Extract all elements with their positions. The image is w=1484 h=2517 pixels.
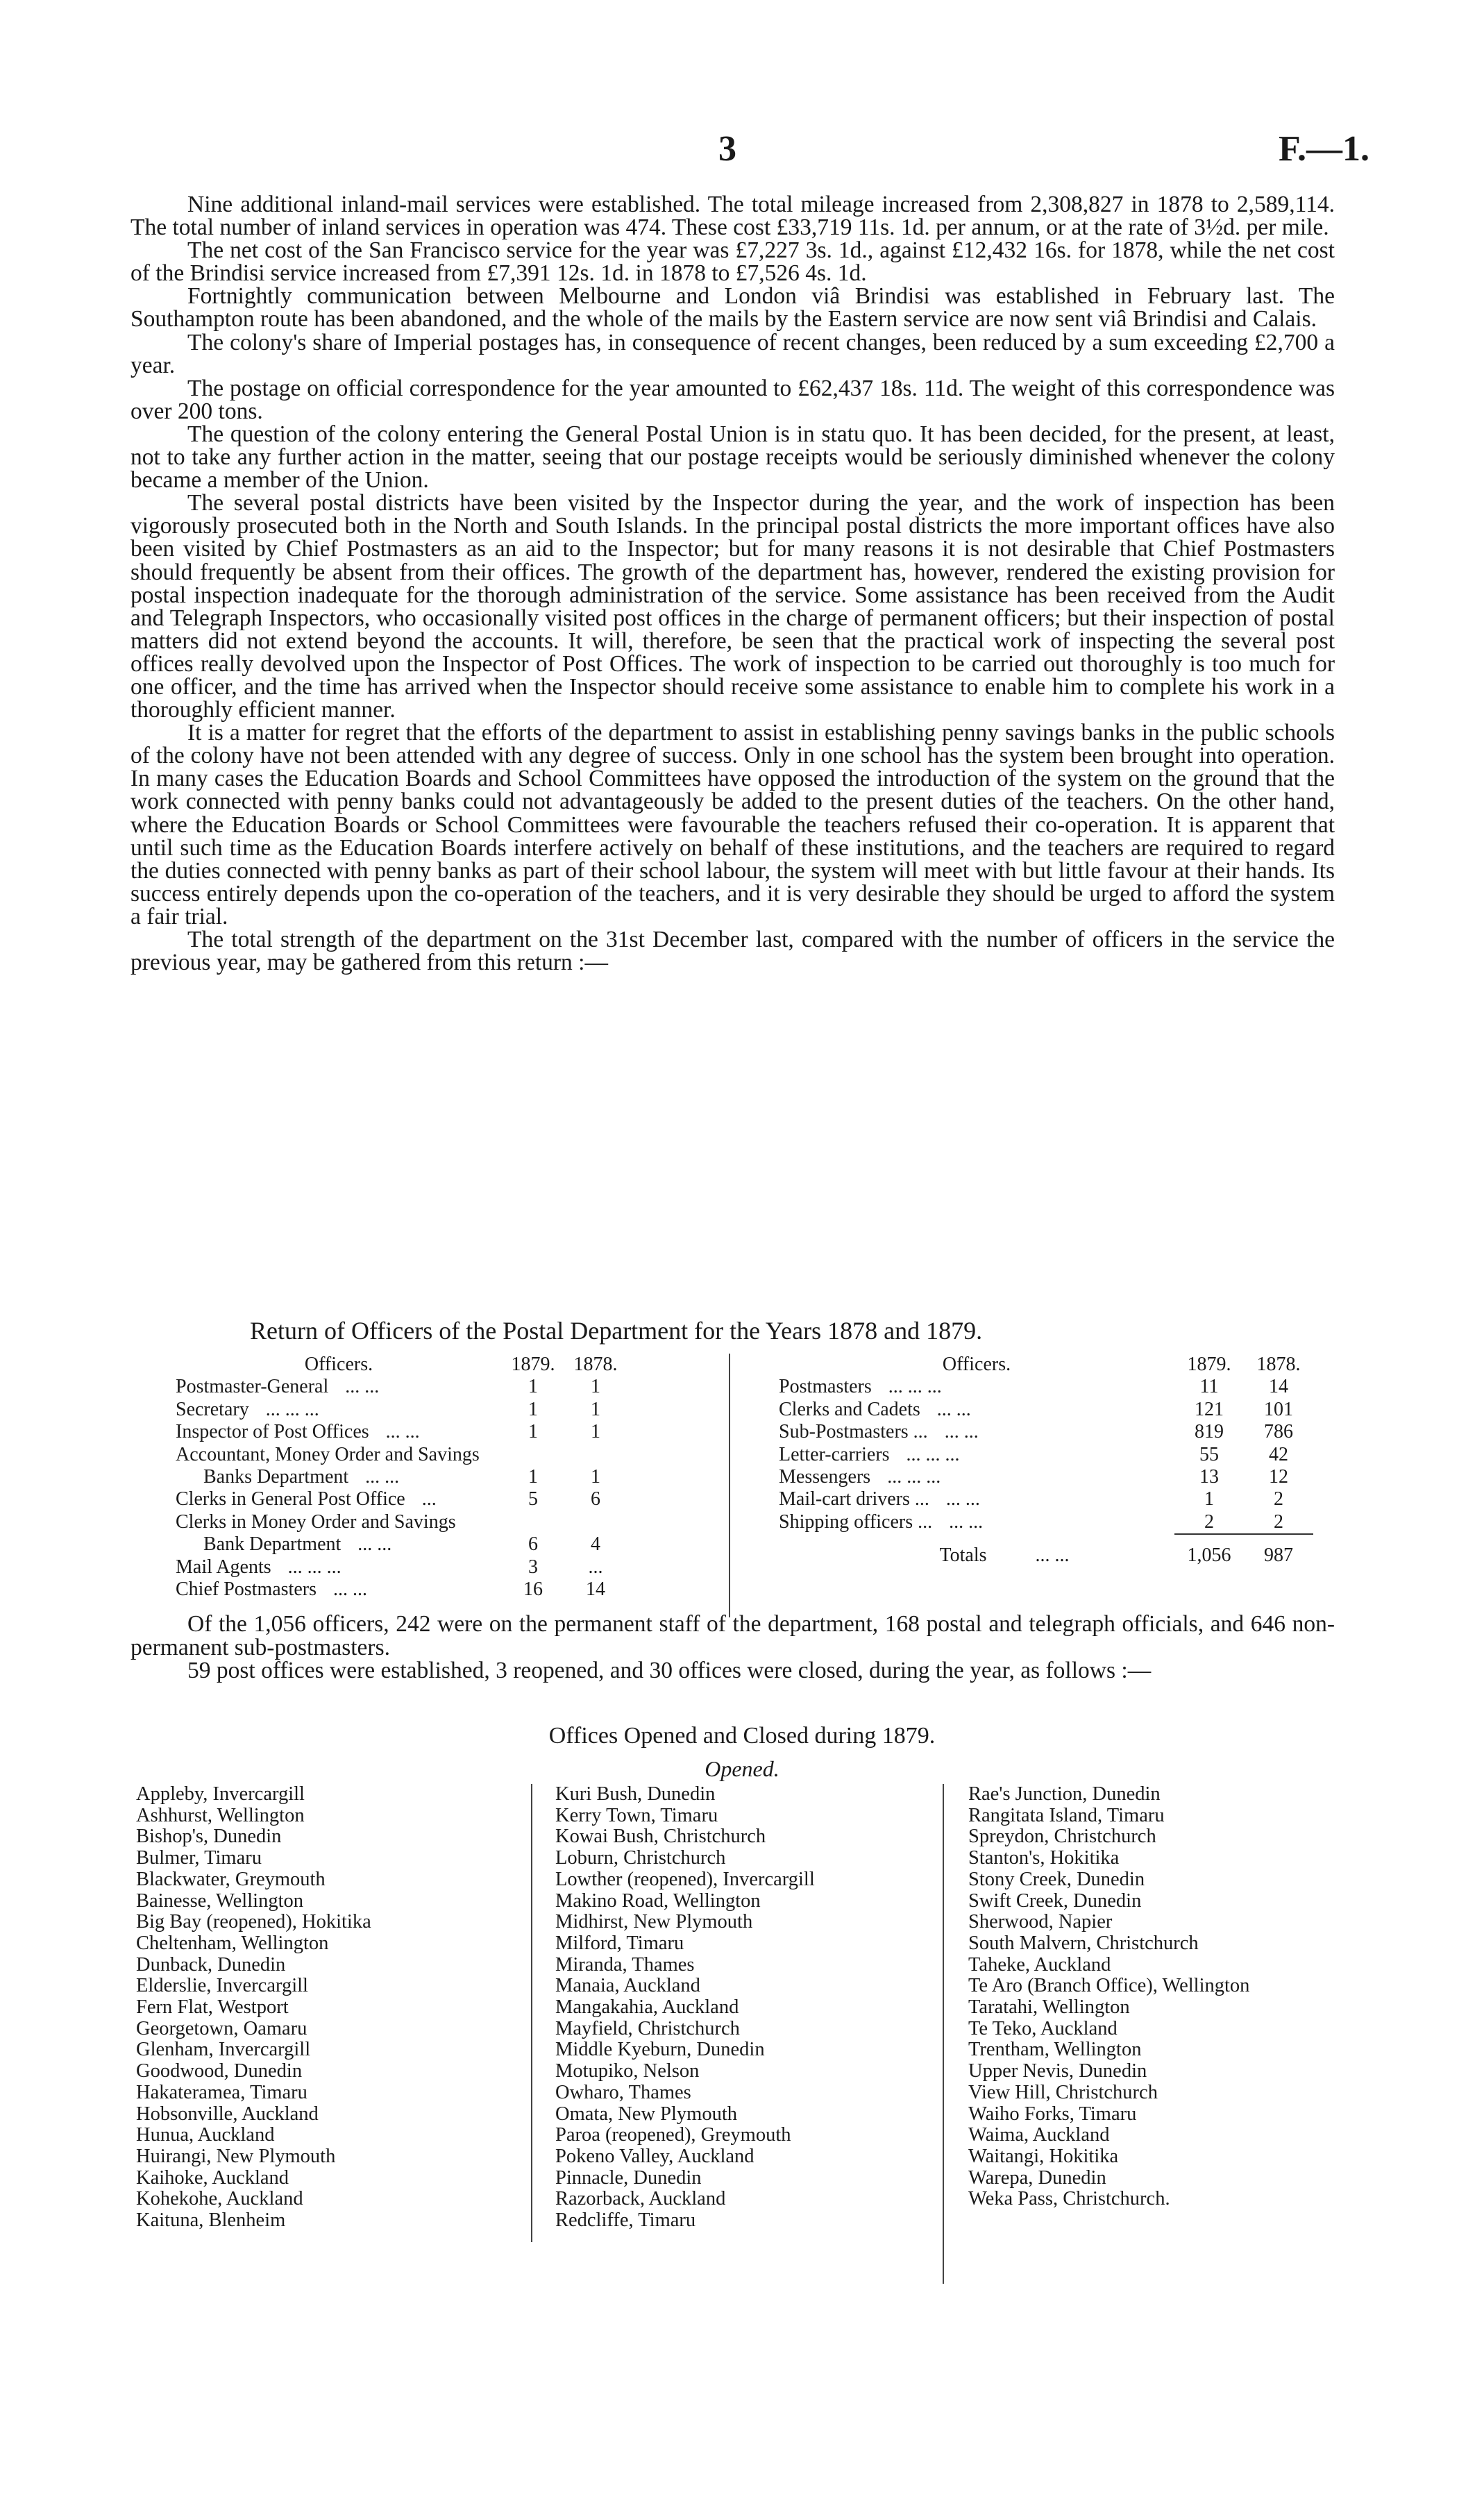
officer-label: Letter-carriers [779, 1443, 890, 1465]
value-1878: 1 [591, 1465, 600, 1488]
office-list-item: Miranda, Thames [555, 1953, 695, 1976]
office-list-item: Razorback, Auckland [555, 2188, 726, 2210]
paragraph-brindisi: Fortnightly communication between Melbourne and London viâ Brindisi was established in February last. The Southampton route has been abandoned, and the whole of the mails by the Eastern service are now sent viâ Brindisi and Calais. [130, 283, 1335, 332]
row-label-cell [779, 1444, 1174, 1466]
column-divider-2 [943, 1784, 944, 2284]
paragraph-officer-breakdown: Of the 1,056 officers, 242 were on the permanent staff of the department, 168 postal and telegraph officials, and 646 non-permanent sub-postmasters. [130, 1611, 1335, 1660]
officer-label: Postmasters [779, 1376, 872, 1398]
officer-label: Sub-Postmasters ... [779, 1421, 928, 1443]
page-number: 3 [718, 129, 736, 169]
value-1878: 1 [591, 1398, 600, 1420]
office-list-item: Te Teko, Auckland [968, 2017, 1118, 2039]
table-row [176, 1533, 627, 1556]
row-label-cell [176, 1444, 502, 1466]
paragraph-san-francisco: The net cost of the San Francisco service for the year was £7,227 3s. 1d., against £12,432 16s. for 1878, while the net cost of the Brindisi service increased from £7,391 12s. 1d. in 1878 to £7,526 4s. 1d. [130, 237, 1335, 287]
table-row [779, 1399, 1313, 1421]
value-1879: 1 [528, 1465, 538, 1488]
office-list-item: Appleby, Invercargill [136, 1783, 305, 1805]
row-label-cell [176, 1421, 502, 1443]
office-list-item: Hakateramea, Timaru [136, 2081, 307, 2103]
office-list-item: Motupiko, Nelson [555, 2060, 700, 2082]
office-list-item: Sherwood, Napier [968, 1911, 1113, 1933]
officer-label: Secretary [176, 1398, 249, 1420]
office-list-item: Kaituna, Blenheim [136, 2209, 286, 2232]
value-1879 [502, 1511, 564, 1533]
leader-dots: ... ... ... [888, 1376, 942, 1398]
row-label-cell [779, 1399, 1174, 1421]
paragraph-inland-mail: Nine additional inland-mail services were established. The total mileage increased from 2,308,827 in 1878 to 2,589,114. The total number of inland services in operation was 474. These cost £33,719 11s. 1d. per annum, or at the rate of 3½d. per mile. [130, 192, 1335, 241]
return-table-right [779, 1354, 1348, 1567]
row-label-cell [779, 1376, 1174, 1398]
office-list-item: Ashhurst, Wellington [136, 1804, 305, 1826]
office-list-item: Stony Creek, Dunedin [968, 1868, 1145, 1890]
table-row [779, 1488, 1313, 1510]
leader-dots: ... [421, 1488, 437, 1510]
office-list-item: Paroa (reopened), Greymouth [555, 2124, 791, 2146]
row-label-cell [779, 1488, 1174, 1510]
table-row [779, 1466, 1313, 1488]
header-1879-right: 1879. [1187, 1354, 1231, 1375]
office-list-item: Loburn, Christchurch [555, 1847, 726, 1869]
table-row [779, 1511, 1313, 1534]
office-list-item: Kerry Town, Timaru [555, 1804, 718, 1826]
office-list-item: Kaihoke, Auckland [136, 2166, 289, 2189]
office-list-item: Milford, Timaru [555, 1932, 684, 1954]
officer-label: Clerks in General Post Office [176, 1488, 405, 1510]
office-list-item: Lowther (reopened), Invercargill [555, 1868, 815, 1890]
office-list-item: Elderslie, Invercargill [136, 1975, 308, 1997]
leader-dots: ... ... [949, 1510, 984, 1533]
value-1879: 13 [1199, 1465, 1219, 1488]
column-divider-1 [531, 1784, 532, 2242]
value-1879: 1 [528, 1421, 538, 1443]
office-list-item: Bulmer, Timaru [136, 1847, 262, 1869]
value-1879: 6 [528, 1533, 538, 1556]
leader-dots: ... ... [936, 1398, 971, 1420]
table-row [176, 1579, 627, 1601]
office-list-item: Upper Nevis, Dunedin [968, 2060, 1147, 2082]
row-label-cell [176, 1488, 502, 1510]
return-table-title: Return of Officers of the Postal Department for the Years 1878 and 1879. [250, 1317, 983, 1345]
office-list-item: Swift Creek, Dunedin [968, 1889, 1142, 1912]
table-row [176, 1511, 627, 1533]
office-list-item: Waitangi, Hokitika [968, 2145, 1119, 2167]
leader-dots: ... ... [345, 1376, 380, 1398]
row-label-cell [176, 1376, 502, 1398]
row-label-cell [176, 1466, 502, 1488]
row-label-cell [779, 1421, 1174, 1443]
paragraph-offices-established: 59 post offices were established, 3 reopened, and 30 offices were closed, during the year, as follows :— [187, 1658, 1152, 1683]
office-list-item: Midhirst, New Plymouth [555, 1911, 753, 1933]
office-list-item: Rangitata Island, Timaru [968, 1804, 1165, 1826]
value-1879: 11 [1199, 1376, 1219, 1398]
totals-label: Totals [939, 1544, 987, 1567]
office-list-item: Middle Kyeburn, Dunedin [555, 2039, 765, 2061]
value-1878: 14 [586, 1578, 605, 1600]
totals-label-cell [779, 1544, 1174, 1567]
office-list-item: Taratahi, Wellington [968, 1996, 1130, 2019]
offices-column-2 [555, 1784, 815, 2232]
offices-column-3 [968, 1784, 1249, 2210]
value-1879: 819 [1195, 1421, 1224, 1443]
officer-label: Shipping officers ... [779, 1510, 933, 1533]
value-1878: 2 [1274, 1510, 1283, 1533]
value-1879: 1 [1204, 1488, 1214, 1510]
header-1878-right: 1878. [1256, 1354, 1301, 1375]
officers-table-left [176, 1354, 627, 1601]
row-label-cell [176, 1579, 502, 1601]
office-list-item: Warepa, Dunedin [968, 2166, 1106, 2189]
value-1878: 1 [591, 1421, 600, 1443]
value-1878: 101 [1264, 1398, 1293, 1420]
offices-column-1 [136, 1784, 371, 2232]
officer-label: Inspector of Post Offices [176, 1421, 369, 1443]
office-list-item: Georgetown, Oamaru [136, 2017, 307, 2039]
office-list-item: View Hill, Christchurch [968, 2081, 1158, 2103]
office-list-item: Trentham, Wellington [968, 2039, 1142, 2061]
table-row [176, 1421, 627, 1443]
value-1879 [502, 1444, 564, 1466]
paragraph-inspection: The several postal districts have been visited by the Inspector during the year, and the work of inspection has been vigorously prosecuted both in the North and South Islands. In the principal postal districts the more important offices have also been visited by Chief Postmasters as an aid to the Inspector; but for many reasons it is not desirable that Chief Postmasters should frequently be absent from their offices. The growth of the department has, however, rendered the existing provision for postal inspection inadequate for the thorough administration of the service. Some assistance has been received from the Audit and Telegraph Inspectors, who occasionally visited post offices in the charge of permanent officers; but their inspection of postal matters did not extend beyond the accounts. It will, therefore, be seen that the practical work of inspecting the several post offices really devolved upon the Inspector of Post Offices. The work of inspection to be carried out thoroughly is too much for one officer, and the time has arrived when the Inspector should receive some assistance to enable him to complete his work in a thoroughly efficient manner. [130, 490, 1335, 723]
office-list-item: Kohekohe, Auckland [136, 2188, 303, 2210]
table-row [176, 1399, 627, 1421]
office-list-item: Te Aro (Branch Office), Wellington [968, 1975, 1250, 1997]
office-list-item: Bishop's, Dunedin [136, 1826, 282, 1848]
leader-dots: ... ... [333, 1578, 367, 1600]
leader-dots [456, 1511, 473, 1533]
office-list-item: Waima, Auckland [968, 2124, 1110, 2146]
office-list-item: Rae's Junction, Dunedin [968, 1783, 1161, 1805]
value-1878: 6 [591, 1488, 600, 1510]
document-reference: F.—1. [1279, 129, 1369, 169]
header-1879: 1879. [511, 1354, 555, 1375]
officer-label: Bank Department [203, 1533, 342, 1556]
leader-dots: ... ... ... [887, 1465, 941, 1488]
row-label-cell [176, 1556, 502, 1579]
office-list-item: Mayfield, Christchurch [555, 2017, 740, 2039]
paragraph-strength: The total strength of the department on the 31st December last, compared with the number of officers in the service the previous year, may be gathered from this return :— [130, 927, 1335, 976]
value-1879: 121 [1195, 1398, 1224, 1420]
value-1879: 1 [528, 1376, 538, 1398]
office-list-item: Manaia, Auckland [555, 1975, 700, 1997]
officer-label: Clerks and Cadets [779, 1398, 920, 1420]
office-list-item: Mangakahia, Auckland [555, 1996, 739, 2019]
table-row [176, 1376, 627, 1398]
leader-dots: ... ... [945, 1488, 980, 1510]
office-list-item: South Malvern, Christchurch [968, 1932, 1199, 1954]
value-1878: 12 [1269, 1465, 1288, 1488]
office-list-item: Weka Pass, Christchurch. [968, 2188, 1170, 2210]
value-1879: 3 [528, 1556, 538, 1578]
office-list-item: Blackwater, Greymouth [136, 1868, 326, 1890]
leader-dots: ... ... [365, 1465, 400, 1488]
office-list-item: Kuri Bush, Dunedin [555, 1783, 716, 1805]
offices-list-subtitle: Opened. [705, 1756, 779, 1781]
table-row [779, 1421, 1313, 1443]
value-1879: 55 [1199, 1443, 1219, 1465]
header-officers: Officers. [304, 1354, 373, 1375]
value-1878: ... [588, 1556, 603, 1578]
office-list-item: Fern Flat, Westport [136, 1996, 289, 2019]
value-1878: 14 [1269, 1376, 1288, 1398]
leader-dots: ... ... ... [287, 1556, 342, 1578]
value-1878: 1 [591, 1376, 600, 1398]
value-1878: 42 [1269, 1443, 1288, 1465]
office-list-item: Hobsonville, Auckland [136, 2103, 319, 2125]
value-1879: 16 [523, 1578, 543, 1600]
value-1878: 4 [591, 1533, 600, 1556]
totals-row [779, 1544, 1313, 1567]
value-1879: 2 [1204, 1510, 1214, 1533]
office-list-item: Cheltenham, Wellington [136, 1932, 329, 1954]
officer-label: Mail Agents [176, 1556, 271, 1578]
table-row [176, 1556, 627, 1579]
row-label-cell [176, 1533, 502, 1556]
table-row [176, 1488, 627, 1510]
value-1879: 5 [528, 1488, 538, 1510]
officer-label: Messengers [779, 1465, 871, 1488]
value-1878 [564, 1511, 627, 1533]
office-list-item: Omata, New Plymouth [555, 2103, 738, 2125]
office-list-item: Kowai Bush, Christchurch [555, 1826, 766, 1848]
totals-spacer [779, 1534, 1313, 1544]
office-list-item: Bainesse, Wellington [136, 1889, 303, 1912]
leader-dots [480, 1444, 496, 1465]
officer-label: Postmaster-General [176, 1376, 329, 1398]
value-1878: 786 [1264, 1421, 1293, 1443]
office-list-item: Owharo, Thames [555, 2081, 691, 2103]
total-1878: 987 [1264, 1544, 1293, 1567]
paragraph-official-postage: The postage on official correspondence for the year amounted to £62,437 18s. 11d. The weight of this correspondence was over 200 tons. [130, 375, 1335, 424]
header-1878: 1878. [573, 1354, 618, 1375]
row-label-cell [176, 1511, 502, 1533]
table-row [176, 1466, 627, 1488]
table-row [176, 1444, 627, 1466]
office-list-item: Taheke, Auckland [968, 1953, 1111, 1976]
officer-label: Accountant, Money Order and Savings [176, 1443, 480, 1465]
office-list-item: Pokeno Valley, Auckland [555, 2145, 754, 2167]
office-list-item: Pinnacle, Dunedin [555, 2166, 702, 2189]
report-body [130, 193, 1335, 974]
row-label-cell [779, 1466, 1174, 1488]
office-list-item: Waiho Forks, Timaru [968, 2103, 1137, 2125]
summary-text [130, 1613, 1335, 1683]
office-list-item: Hunua, Auckland [136, 2124, 275, 2146]
office-list-item: Goodwood, Dunedin [136, 2060, 303, 2082]
officers-table-right [779, 1354, 1313, 1567]
leader-dots: ... ... [385, 1421, 420, 1443]
paragraph-penny-banks: It is a matter for regret that the efforts of the department to assist in establishing penny savings banks in the public schools of the colony have not been attended with any degree of success. Only in one school has the system been brought into operation. In many cases the Education Boards and School Committees have opposed the introduction of the system on the ground that the work connected with penny banks could not advantageously be added to the present duties of the teachers. On the other hand, where the Education Boards or School Committees were favourable the teachers refused their co-operation. It is apparent that until such time as the Education Boards interfere actively on behalf of these institutions, and the teachers are required to regard the duties connected with penny banks as part of their school labour, the system will meet with but little favour at their hands. Its success entirely depends upon the co-operation of the teachers, and it is very desirable they should be urged to afford the system a fair trial. [130, 720, 1335, 929]
header-officers-right: Officers. [942, 1354, 1011, 1375]
total-1879: 1,056 [1187, 1544, 1231, 1567]
officer-label: Clerks in Money Order and Savings [176, 1510, 456, 1533]
leader-dots: ... ... ... [906, 1443, 960, 1465]
table-divider [729, 1354, 730, 1617]
offices-list-title: Offices Opened and Closed during 1879. [548, 1723, 936, 1749]
table-row [779, 1444, 1313, 1466]
officer-label: Mail-cart drivers ... [779, 1488, 929, 1510]
officer-label: Banks Department [203, 1465, 349, 1488]
leader-dots: ... ... [944, 1421, 979, 1443]
leader-dots: ... ... ... [265, 1398, 319, 1420]
value-1879: 1 [528, 1398, 538, 1420]
office-list-item: Dunback, Dunedin [136, 1953, 286, 1976]
paragraph-postal-union: The question of the colony entering the General Postal Union is in statu quo. It has been decided, for the present, at least, not to take any further action in the matter, seeing that our postage receipts would be seriously diminished whenever the colony became a member of the Union. [130, 421, 1335, 494]
row-label-cell [176, 1399, 502, 1421]
office-list-item: Huirangi, New Plymouth [136, 2145, 336, 2167]
paragraph-imperial-postages: The colony's share of Imperial postages has, in consequence of recent changes, been reduced by a sum exceeding £2,700 a year. [130, 329, 1335, 378]
value-1878: 2 [1274, 1488, 1283, 1510]
office-list-item: Spreydon, Christchurch [968, 1826, 1156, 1848]
leader-dots: ... ... [357, 1533, 392, 1556]
table-row [779, 1376, 1313, 1398]
value-1878 [564, 1444, 627, 1466]
return-table-left [176, 1354, 724, 1601]
office-list-item: Stanton's, Hokitika [968, 1847, 1120, 1869]
office-list-item: Big Bay (reopened), Hokitika [136, 1911, 371, 1933]
officer-label: Chief Postmasters [176, 1578, 317, 1600]
row-label-cell [779, 1511, 1174, 1534]
leader-dots: ... ... [1035, 1544, 1070, 1567]
office-list-item: Redcliffe, Timaru [555, 2209, 696, 2232]
office-list-item: Makino Road, Wellington [555, 1889, 761, 1912]
office-list-item: Glenham, Invercargill [136, 2039, 311, 2061]
